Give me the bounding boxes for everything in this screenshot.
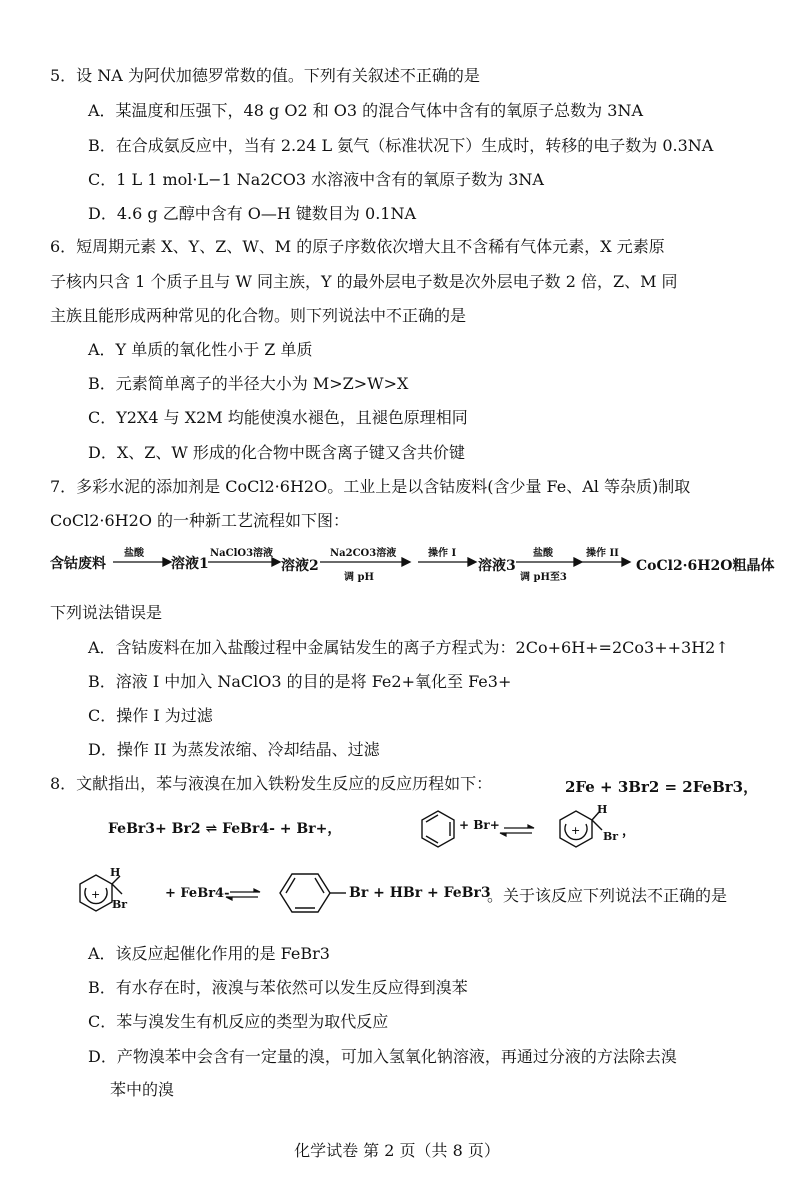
q7-stem-line3: 下列说法错误是 bbox=[50, 603, 163, 622]
flow-label-operation-1: 操作 I bbox=[428, 548, 457, 559]
q8-h-label-1: H bbox=[597, 803, 608, 816]
plus-charge-icon: + bbox=[571, 824, 581, 837]
q8-option-c: C．苯与溴发生有机反应的类型为取代反应 bbox=[88, 1012, 389, 1031]
q8-products: Br + HBr + FeBr3 bbox=[349, 885, 491, 901]
flow-node-solution3: 溶液3 bbox=[478, 558, 516, 574]
benzene-ring-icon-2 bbox=[280, 874, 346, 912]
benzene-ring-icon bbox=[422, 811, 454, 847]
q8-option-d-line2: 苯中的溴 bbox=[110, 1080, 175, 1099]
q8-equation-iron-bromine: 2Fe + 3Br2 = 2FeBr3， bbox=[565, 778, 759, 796]
flow-label-adjust-ph: 调 pH bbox=[344, 572, 374, 583]
q6-option-c: C．Y2X4 与 X2M 均能使溴水褪色，且褪色原理相同 bbox=[88, 408, 468, 427]
q5-option-c: C．1 L 1 mol·L−1 Na2CO3 水溶液中含有的氧原子数为 3NA bbox=[88, 170, 544, 189]
q5-option-d: D．4.6 g 乙醇中含有 O—H 键数目为 0.1NA bbox=[88, 204, 417, 223]
flow-node-solution1: 溶液1 bbox=[171, 556, 209, 572]
flow-label-na2co3: Na2CO3溶液 bbox=[330, 548, 397, 559]
equilibrium-arrow-icon bbox=[500, 825, 534, 836]
q7-option-a: A．含钴废料在加入盐酸过程中金属钴发生的离子方程式为：2Co+6H+=2Co3++3H2↑ bbox=[88, 638, 729, 657]
q6-stem-line2: 子核内只含 1 个质子且与 W 同主族，Y 的最外层电子数是次外层电子数 2 倍，Z、M 同 bbox=[50, 272, 678, 291]
page-footer: 化学试卷 第 2 页（共 8 页） bbox=[294, 1141, 500, 1160]
q5-stem: 5．设 NA 为阿伏加德罗常数的值。下列有关叙述不正确的是 bbox=[50, 66, 480, 85]
flow-node-cobalt-waste: 含钴废料 bbox=[50, 556, 106, 572]
process-flow-diagram bbox=[50, 540, 780, 590]
q7-option-b: B．溶液 I 中加入 NaClO3 的目的是将 Fe2+氧化至 Fe3+ bbox=[88, 672, 512, 691]
q8-br-label-1: Br bbox=[603, 830, 619, 843]
q6-stem-line3: 主族且能形成两种常见的化合物。则下列说法中不正确的是 bbox=[50, 306, 467, 325]
flow-label-hcl: 盐酸 bbox=[124, 548, 144, 559]
q7-stem-line1: 7．多彩水泥的添加剂是 CoCl2·6H2O。工业上是以含钴废料(含少量 Fe、Al 等杂质)制取 bbox=[50, 477, 691, 496]
q6-stem-line1: 6．短周期元素 X、Y、Z、W、M 的原子序数依次增大且不含稀有气体元素，X 元素原 bbox=[50, 237, 665, 256]
q5-option-a: A．某温度和压强下，48 g O2 和 O3 的混合气体中含有的氧原子总数为 3NA bbox=[88, 101, 644, 120]
q8-reaction-step2 bbox=[398, 806, 728, 862]
arenium-ion-icon bbox=[560, 811, 602, 847]
q7-option-c: C．操作 I 为过滤 bbox=[88, 706, 213, 725]
q8-option-b: B．有水存在时，液溴与苯依然可以发生反应得到溴苯 bbox=[88, 978, 468, 997]
q7-stem-line2: CoCl2·6H2O 的一种新工艺流程如下图： bbox=[50, 511, 350, 530]
q5-option-b: B．在合成氨反应中，当有 2.24 L 氨气（标准状况下）生成时，转移的电子数为 0.3NA bbox=[88, 136, 714, 155]
flow-label-naclo3: NaClO3溶液 bbox=[210, 548, 274, 559]
q8-option-d-line1: D．产物溴苯中会含有一定量的溴，可加入氢氧化钠溶液，再通过分液的方法除去溴 bbox=[88, 1047, 677, 1066]
q8-stem-tail: 。关于该反应下列说法不正确的是 bbox=[487, 886, 728, 905]
q8-option-a: A．该反应起催化作用的是 FeBr3 bbox=[88, 944, 330, 963]
q8-h-label-2: H bbox=[110, 866, 121, 879]
q8-equation-1: FeBr3+ Br2 ⇌ FeBr4- + Br+， bbox=[108, 821, 342, 837]
q6-option-d: D．X、Z、W 形成的化合物中既含离子键又含共价键 bbox=[88, 443, 465, 462]
q8-stem-line1: 8．文献指出，苯与液溴在加入铁粉发生反应的反应历程如下： bbox=[50, 774, 493, 793]
flow-node-product: CoCl2·6H2O粗晶体 bbox=[636, 558, 775, 574]
equilibrium-arrow-icon-2 bbox=[226, 889, 260, 900]
q6-option-a: A．Y 单质的氧化性小于 Z 单质 bbox=[88, 340, 313, 359]
q8-br-label-2: Br bbox=[112, 898, 128, 911]
q7-option-d: D．操作 II 为蒸发浓缩、冷却结晶、过滤 bbox=[88, 740, 380, 759]
q6-option-b: B．元素简单离子的半径大小为 M>Z>W>X bbox=[88, 374, 409, 393]
q8-br-plus: + Br+ bbox=[459, 818, 500, 832]
flow-label-adjust-ph-3: 调 pH至3 bbox=[520, 572, 567, 583]
flow-label-hcl-2: 盐酸 bbox=[533, 548, 553, 559]
plus-charge-icon-2: + bbox=[91, 888, 101, 901]
flow-label-operation-2: 操作 II bbox=[586, 548, 619, 559]
q8-comma: ， bbox=[622, 824, 636, 839]
flow-node-solution2: 溶液2 bbox=[281, 558, 319, 574]
q8-febr4-minus: + FeBr4- bbox=[165, 886, 230, 901]
